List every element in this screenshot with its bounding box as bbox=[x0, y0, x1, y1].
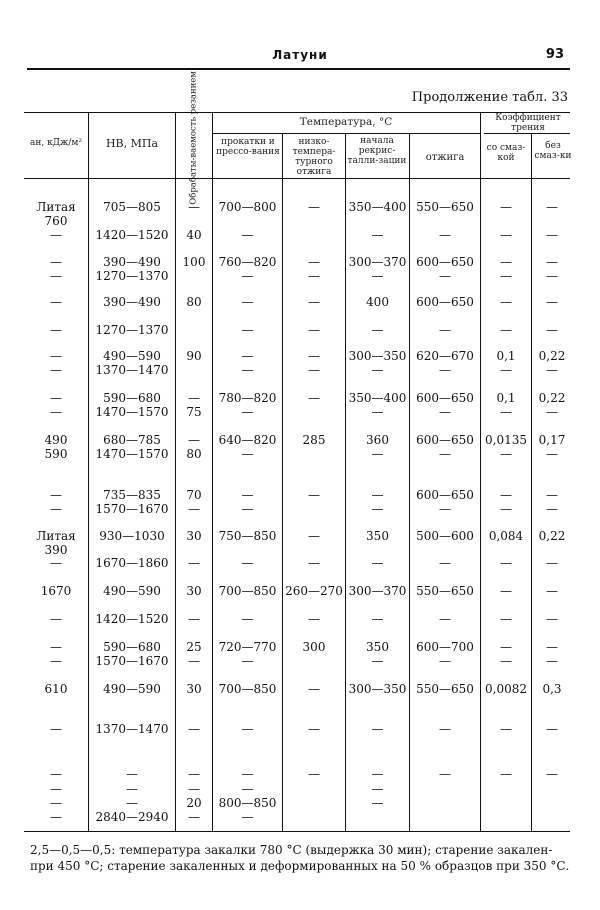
cell-m: — bbox=[188, 612, 200, 626]
cell-m: 70 bbox=[186, 488, 202, 502]
cell-f2: 0,22 bbox=[538, 391, 566, 405]
cell-o: 550—650 bbox=[416, 682, 474, 696]
cell-f2: — bbox=[546, 200, 558, 214]
cell-l: — bbox=[308, 682, 320, 696]
col-header-rolling: прокатки и прессо-вания bbox=[216, 137, 280, 157]
cell-o: 550—650 bbox=[416, 584, 474, 598]
cell-r: 750—850 bbox=[218, 529, 277, 543]
cell-l: — bbox=[308, 722, 320, 736]
col-header-low-temp: низко-темпера-турного отжига bbox=[292, 137, 336, 177]
cell-l: — bbox=[308, 529, 320, 543]
cell-hb: 1670—1860 bbox=[95, 556, 169, 570]
cell-c: 360 bbox=[366, 433, 389, 447]
cell-r: — bbox=[241, 447, 254, 461]
cell-r: — bbox=[241, 405, 254, 419]
cell-o: — bbox=[439, 405, 451, 419]
cell-a: — bbox=[50, 810, 62, 824]
cell-hb: 1270—1370 bbox=[95, 269, 169, 283]
cell-o: — bbox=[439, 323, 451, 337]
col-divider bbox=[88, 112, 89, 831]
cell-f1: 0,0082 bbox=[485, 682, 527, 696]
cell-hb: 1370—1470 bbox=[95, 363, 169, 377]
col-divider bbox=[175, 112, 176, 831]
col-header-recryst: начала рекрис-талли-зации bbox=[347, 136, 407, 166]
cell-r: — bbox=[241, 502, 254, 516]
cell-r: — bbox=[241, 488, 254, 502]
cell-r: 700—850 bbox=[218, 584, 277, 598]
cell-hb: 1420—1520 bbox=[95, 228, 169, 242]
cell-c: — bbox=[371, 269, 384, 283]
cell-r: 720—770 bbox=[218, 640, 277, 654]
cell-l: — bbox=[308, 767, 320, 781]
cell-m: 40 bbox=[186, 228, 202, 242]
cell-f2: — bbox=[546, 295, 558, 309]
cell-c: — bbox=[371, 556, 384, 570]
cell-r: — bbox=[241, 556, 254, 570]
cell-r: — bbox=[241, 810, 254, 824]
cell-f1: — bbox=[500, 200, 512, 214]
cell-f2: — bbox=[546, 363, 558, 377]
cell-c: 350 bbox=[366, 529, 389, 543]
cell-r: 760—820 bbox=[218, 255, 277, 269]
cell-m: — bbox=[188, 722, 200, 736]
cell-a: — bbox=[50, 405, 62, 419]
cell-f1: — bbox=[500, 612, 512, 626]
cell-o: — bbox=[439, 269, 451, 283]
cell-f1: — bbox=[500, 488, 512, 502]
cell-r: 800—850 bbox=[218, 796, 277, 810]
cell-f1: — bbox=[500, 363, 512, 377]
col-header-without-lub: без смаз-ки bbox=[534, 141, 572, 161]
cell-m: — bbox=[188, 782, 200, 796]
cell-hb: 1570—1670 bbox=[95, 502, 169, 516]
cell-a: — bbox=[50, 767, 62, 781]
cell-r: — bbox=[241, 722, 254, 736]
cell-o: — bbox=[439, 612, 451, 626]
cell-r: — bbox=[241, 363, 254, 377]
cell-c: — bbox=[371, 722, 384, 736]
cell-hb: 1270—1370 bbox=[95, 323, 169, 337]
cell-f2: — bbox=[546, 722, 558, 736]
cell-l: — bbox=[308, 200, 320, 214]
cell-c: — bbox=[371, 228, 384, 242]
temperature-subrule bbox=[212, 133, 480, 134]
cell-m: — bbox=[188, 433, 200, 447]
col-divider bbox=[212, 112, 213, 831]
cell-f1: 0,1 bbox=[496, 349, 516, 363]
cell-hb: 1570—1670 bbox=[95, 654, 169, 668]
cell-m: 20 bbox=[186, 796, 202, 810]
cell-f2: — bbox=[546, 502, 558, 516]
cell-o: 600—650 bbox=[416, 433, 474, 447]
cell-r: — bbox=[241, 767, 254, 781]
footnote bbox=[30, 842, 575, 874]
cell-c: 300—350 bbox=[348, 682, 407, 696]
cell-f1: — bbox=[500, 502, 512, 516]
cell-l: — bbox=[308, 349, 320, 363]
cell-o: — bbox=[439, 722, 451, 736]
cell-c: — bbox=[371, 488, 384, 502]
cell-hb: 1420—1520 bbox=[95, 612, 169, 626]
cell-a: — bbox=[50, 502, 62, 516]
cell-a: — bbox=[50, 640, 62, 654]
cell-f2: — bbox=[546, 612, 558, 626]
cell-f1: 0,0135 bbox=[485, 433, 527, 447]
cell-o: — bbox=[439, 363, 451, 377]
cell-f2: 0,3 bbox=[542, 682, 562, 696]
cell-f2: — bbox=[546, 584, 558, 598]
cell-hb: 680—785 bbox=[103, 433, 161, 447]
cell-m: — bbox=[188, 810, 200, 824]
cell-a: — bbox=[50, 363, 62, 377]
cell-f2: — bbox=[546, 228, 558, 242]
cell-r: 700—800 bbox=[218, 200, 277, 214]
cell-a: 610 bbox=[44, 682, 68, 696]
cell-l: — bbox=[308, 488, 320, 502]
cell-c: — bbox=[371, 447, 384, 461]
cell-c: — bbox=[371, 612, 384, 626]
cell-r: 780—820 bbox=[218, 391, 277, 405]
cell-m: — bbox=[188, 767, 200, 781]
cell-a: — bbox=[50, 722, 62, 736]
cell-m: — bbox=[188, 391, 200, 405]
cell-f2: — bbox=[546, 269, 558, 283]
cell-o: 600—700 bbox=[416, 640, 474, 654]
cell-f2: 0,22 bbox=[538, 349, 566, 363]
cell-hb: — bbox=[126, 796, 138, 810]
cell-c: — bbox=[371, 796, 384, 810]
cell-c: 300—350 bbox=[348, 349, 407, 363]
cell-r: — bbox=[241, 349, 254, 363]
cell-r: 700—850 bbox=[218, 682, 277, 696]
cell-c: — bbox=[371, 323, 384, 337]
cell-f1: — bbox=[500, 722, 512, 736]
cell-hb: 930—1030 bbox=[99, 529, 165, 543]
cell-c: 350—400 bbox=[348, 200, 407, 214]
cell-hb: — bbox=[126, 767, 138, 781]
cell-c: — bbox=[371, 502, 384, 516]
col-header-a: aн, кДж/м² bbox=[30, 138, 82, 148]
cell-f2: — bbox=[546, 640, 558, 654]
cell-f2: 0,17 bbox=[538, 433, 566, 447]
cell-m: 80 bbox=[186, 447, 202, 461]
cell-a: — bbox=[50, 391, 62, 405]
cell-a: — bbox=[50, 488, 62, 502]
cell-a: — bbox=[50, 612, 62, 626]
cell-l: — bbox=[308, 269, 320, 283]
cell-o: 600—650 bbox=[416, 255, 474, 269]
cell-a: — bbox=[50, 228, 62, 242]
cell-f2: — bbox=[546, 255, 558, 269]
cell-hb: 590—680 bbox=[103, 391, 161, 405]
cell-hb: — bbox=[126, 782, 138, 796]
cell-m: — bbox=[188, 556, 200, 570]
cell-c: — bbox=[371, 782, 384, 796]
cell-f1: — bbox=[500, 295, 512, 309]
cell-a: Литая bbox=[36, 200, 76, 214]
cell-o: 500—600 bbox=[416, 529, 474, 543]
cell-c: 300—370 bbox=[348, 255, 407, 269]
cell-m: 30 bbox=[186, 682, 202, 696]
cell-c: 350 bbox=[366, 640, 389, 654]
cell-c: — bbox=[371, 363, 384, 377]
col-header-friction: Коэффициент трения bbox=[495, 113, 561, 133]
cell-l: — bbox=[308, 295, 320, 309]
cell-l: 300 bbox=[302, 640, 326, 654]
page-number: 93 bbox=[545, 47, 564, 62]
cell-l: — bbox=[308, 556, 320, 570]
cell-a: 760 bbox=[44, 214, 68, 228]
cell-f2: — bbox=[546, 323, 558, 337]
cell-hb: 1370—1470 bbox=[95, 722, 169, 736]
cell-a: — bbox=[50, 556, 62, 570]
cell-l: — bbox=[308, 391, 320, 405]
cell-f2: 0,22 bbox=[538, 529, 566, 543]
cell-l: 285 bbox=[302, 433, 326, 447]
cell-c: — bbox=[371, 654, 384, 668]
cell-f1: 0,1 bbox=[496, 391, 516, 405]
cell-a: — bbox=[50, 654, 62, 668]
col-header-annealing: отжига bbox=[425, 152, 465, 163]
cell-f2: — bbox=[546, 447, 558, 461]
cell-o: 600—650 bbox=[416, 488, 474, 502]
cell-a: 390 bbox=[44, 543, 68, 557]
cell-f1: — bbox=[500, 405, 512, 419]
cell-f1: — bbox=[500, 654, 512, 668]
cell-a: — bbox=[50, 255, 62, 269]
footnote-line: 2,5—0,5—0,5: температура закалки 780 °С (выдержка 30 мин); старение закален- bbox=[30, 843, 553, 857]
cell-m: 75 bbox=[186, 405, 202, 419]
cell-hb: 705—805 bbox=[103, 200, 161, 214]
table-bottom-rule bbox=[24, 831, 570, 832]
cell-o: — bbox=[439, 502, 451, 516]
cell-f2: — bbox=[546, 767, 558, 781]
cell-o: 620—670 bbox=[416, 349, 474, 363]
header-bottom-rule bbox=[24, 178, 570, 179]
cell-hb: 2840—2940 bbox=[95, 810, 169, 824]
cell-a: 1670 bbox=[40, 584, 72, 598]
cell-r: — bbox=[241, 654, 254, 668]
cell-a: Литая bbox=[36, 529, 76, 543]
cell-a: — bbox=[50, 782, 62, 796]
cell-a: — bbox=[50, 323, 62, 337]
cell-o: — bbox=[439, 654, 451, 668]
cell-hb: 735—835 bbox=[103, 488, 161, 502]
cell-c: — bbox=[371, 405, 384, 419]
table-continuation-label: Продолжение табл. 33 bbox=[411, 90, 568, 105]
cell-hb: 590—680 bbox=[103, 640, 161, 654]
cell-f1: — bbox=[500, 269, 512, 283]
cell-hb: 390—490 bbox=[103, 255, 161, 269]
cell-r: — bbox=[241, 295, 254, 309]
cell-f1: — bbox=[500, 767, 512, 781]
cell-o: 600—650 bbox=[416, 391, 474, 405]
cell-f1: — bbox=[500, 447, 512, 461]
cell-c: — bbox=[371, 767, 384, 781]
cell-o: — bbox=[439, 767, 451, 781]
cell-o: — bbox=[439, 556, 451, 570]
cell-r: — bbox=[241, 782, 254, 796]
cell-r: — bbox=[241, 269, 254, 283]
cell-f2: — bbox=[546, 405, 558, 419]
col-header-temperature: Температура, °С bbox=[299, 116, 393, 128]
cell-f1: — bbox=[500, 640, 512, 654]
cell-c: 400 bbox=[366, 295, 389, 309]
cell-l: — bbox=[308, 255, 320, 269]
cell-o: 550—650 bbox=[416, 200, 474, 214]
cell-o: — bbox=[439, 447, 451, 461]
running-title: Латуни bbox=[272, 48, 328, 62]
cell-r: — bbox=[241, 612, 254, 626]
cell-f1: — bbox=[500, 556, 512, 570]
cell-a: — bbox=[50, 796, 62, 810]
col-header-machinability: Обрабаты-ваемость резанием bbox=[188, 71, 199, 205]
cell-a: — bbox=[50, 269, 62, 283]
col-header-hb: HB, МПа bbox=[105, 137, 159, 150]
cell-l: 260—270 bbox=[285, 584, 343, 598]
col-header-with-lub: со смаз-кой bbox=[486, 143, 526, 163]
cell-hb: 490—590 bbox=[103, 349, 161, 363]
cell-l: — bbox=[308, 612, 320, 626]
cell-m: 25 bbox=[186, 640, 202, 654]
cell-f1: — bbox=[500, 255, 512, 269]
cell-hb: 490—590 bbox=[103, 682, 161, 696]
friction-subrule bbox=[484, 133, 570, 134]
cell-o: — bbox=[439, 228, 451, 242]
cell-r: 640—820 bbox=[218, 433, 277, 447]
cell-c: 300—370 bbox=[348, 584, 407, 598]
cell-f1: — bbox=[500, 228, 512, 242]
cell-a: — bbox=[50, 349, 62, 363]
cell-hb: 1470—1570 bbox=[95, 405, 169, 419]
cell-a: 590 bbox=[44, 447, 68, 461]
cell-o: 600—650 bbox=[416, 295, 474, 309]
cell-r: — bbox=[241, 228, 254, 242]
cell-m: — bbox=[188, 502, 200, 516]
cell-m: 30 bbox=[186, 584, 202, 598]
footnote-line: при 450 °С; старение закаленных и деформированных на 50 % образцов при 350 °С. bbox=[30, 859, 570, 873]
cell-l: — bbox=[308, 363, 320, 377]
cell-l: — bbox=[308, 323, 320, 337]
cell-a: 490 bbox=[44, 433, 68, 447]
cell-r: — bbox=[241, 323, 254, 337]
cell-m: 30 bbox=[186, 529, 202, 543]
cell-hb: 390—490 bbox=[103, 295, 161, 309]
cell-c: 350—400 bbox=[348, 391, 407, 405]
cell-hb: 1470—1570 bbox=[95, 447, 169, 461]
cell-f2: — bbox=[546, 556, 558, 570]
cell-f1: — bbox=[500, 323, 512, 337]
cell-a: — bbox=[50, 295, 62, 309]
header-rule bbox=[27, 68, 570, 70]
cell-f2: — bbox=[546, 654, 558, 668]
cell-m: 100 bbox=[182, 255, 206, 269]
cell-f2: — bbox=[546, 488, 558, 502]
cell-f1: — bbox=[500, 584, 512, 598]
cell-m: — bbox=[188, 200, 200, 214]
cell-m: 90 bbox=[186, 349, 202, 363]
cell-hb: 490—590 bbox=[103, 584, 161, 598]
cell-m: — bbox=[188, 654, 200, 668]
cell-f1: 0,084 bbox=[488, 529, 524, 543]
cell-m: 80 bbox=[186, 295, 202, 309]
